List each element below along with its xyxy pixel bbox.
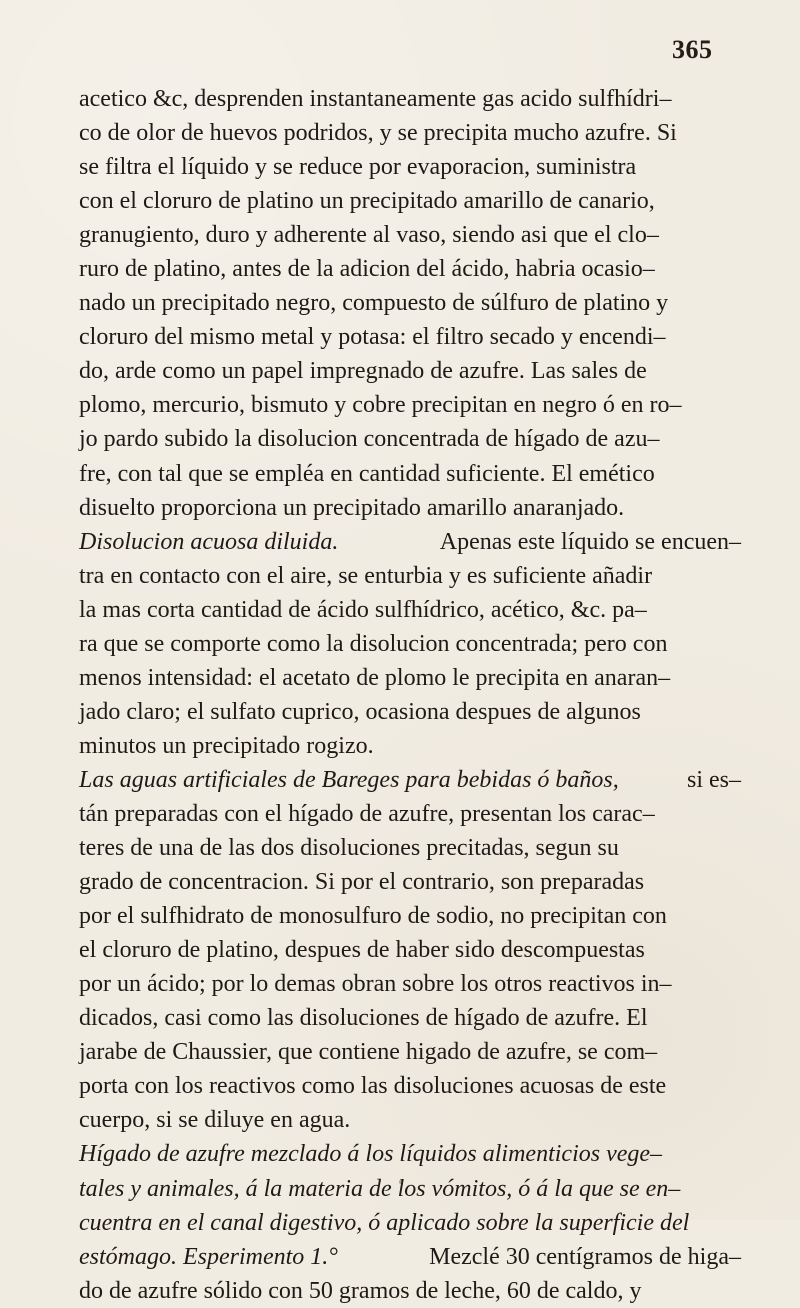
text-line-13: disuelto proporciona un precipitado amarillo anaranjado. — [79, 494, 625, 521]
italic-heading-2: Las aguas artificiales de Bareges para bebidas ó baños, — [79, 766, 619, 793]
text-line-25: por el sulfhidrato de monosulfuro de sodio, no precipitan con — [79, 903, 667, 930]
text-line-9: do, arde como un papel impregnado de azufre. Las sales de — [79, 358, 647, 385]
body-text — [79, 82, 741, 1308]
text-line-10: plomo, mercurio, bismuto y cobre precipitan en negro ó en ro– — [79, 392, 682, 419]
text-line-28: dicados, casi como las disoluciones de hígado de azufre. El — [79, 1005, 648, 1032]
text-line-6: ruro de platino, antes de la adicion del ácido, habria ocasio– — [79, 256, 655, 283]
text-line-14 — [79, 525, 741, 559]
line-14-rest: Apenas este líquido se encuen– — [439, 528, 741, 555]
text-line-31: cuerpo, si se diluye en agua. — [79, 1107, 351, 1134]
text-line-34: cuentra en el canal digestivo, ó aplicado sobre la superficie del — [79, 1209, 690, 1236]
italic-heading-1: Disolucion acuosa diluida. — [79, 528, 339, 555]
text-line-21 — [79, 763, 741, 797]
text-line-12: fre, con tal que se empléa en cantidad suficiente. El emético — [79, 460, 655, 487]
text-line-11: jo pardo subido la disolucion concentrada de hígado de azu– — [79, 426, 660, 453]
line-35-rest: Mezclé 30 centígramos de higa– — [429, 1243, 741, 1270]
text-line-24: grado de concentracion. Si por el contrario, son preparadas — [79, 869, 645, 896]
text-line-32: Hígado de azufre mezclado á los líquidos alimenticios vege– — [79, 1141, 663, 1168]
text-line-18: menos intensidad: el acetato de plomo le precipita en anaran– — [79, 664, 671, 691]
text-line-5: granugiento, duro y adherente al vaso, siendo asi que el clo– — [79, 222, 659, 249]
text-line-35 — [79, 1240, 741, 1274]
text-line-29: jarabe de Chaussier, que contiene higado de azufre, se com– — [79, 1039, 658, 1066]
text-line-27: por un ácido; por lo demas obran sobre los otros reactivos in– — [79, 971, 672, 998]
text-line-17: ra que se comporte como la disolucion concentrada; pero con — [79, 630, 668, 657]
text-line-4: con el cloruro de platino un precipitado amarillo de canario, — [79, 188, 655, 215]
text-line-2: co de olor de huevos podridos, y se precipita mucho azufre. Si — [79, 120, 677, 147]
text-line-8: cloruro del mismo metal y potasa: el filtro secado y encendi– — [79, 324, 666, 351]
text-line-36: do de azufre sólido con 50 gramos de leche, 60 de caldo, y — [79, 1277, 642, 1304]
text-line-30: porta con los reactivos como las disoluciones acuosas de este — [79, 1073, 667, 1100]
text-line-19: jado claro; el sulfato cuprico, ocasiona despues de algunos — [79, 698, 641, 725]
line-21-rest: si es– — [687, 766, 741, 793]
text-line-20: minutos un precipitado rogizo. — [79, 732, 374, 759]
text-line-7: nado un precipitado negro, compuesto de súlfuro de platino y — [79, 290, 669, 317]
text-line-33: tales y animales, á la materia de los vómitos, ó á la que se en– — [79, 1175, 681, 1202]
page-mark — [399, 1180, 403, 1184]
text-line-23: teres de una de las dos disoluciones precitadas, segun su — [79, 835, 619, 862]
page-number: 365 — [672, 35, 713, 64]
text-line-16: la mas corta cantidad de ácido sulfhídrico, acético, &c. pa– — [79, 596, 647, 623]
text-line-3: se filtra el líquido y se reduce por evaporacion, suministra — [79, 154, 637, 181]
text-line-1: acetico &c, desprenden instantaneamente gas acido sulfhídri– — [79, 86, 672, 112]
text-line-26: el cloruro de platino, despues de haber sido descompuestas — [79, 937, 645, 964]
italic-heading-3: estómago. Esperimento 1.° — [79, 1243, 338, 1270]
text-line-22: tán preparadas con el hígado de azufre, presentan los carac– — [79, 800, 655, 827]
text-line-15: tra en contacto con el aire, se enturbia y es suficiente añadir — [79, 562, 653, 589]
